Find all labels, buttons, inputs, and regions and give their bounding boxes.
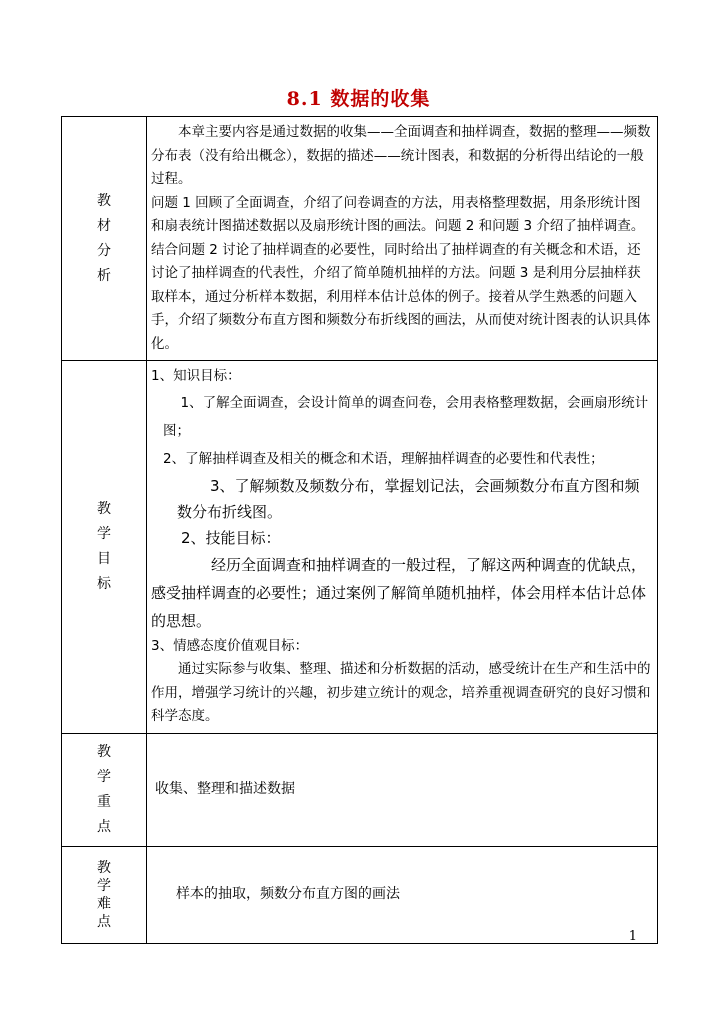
content-objectives <box>147 361 658 734</box>
label-analysis <box>62 117 147 361</box>
skill-heading: 2、技能目标： <box>181 528 281 547</box>
label-key-points <box>62 733 147 846</box>
knowledge-heading: 1、知识目标： <box>151 368 241 384</box>
page-number: 1 <box>628 929 637 944</box>
difficulties-text: 样本的抽取，频数分布直方图的画法 <box>176 885 400 902</box>
knowledge-item-2: 2、了解抽样调查及相关的概念和术语，理解抽样调查的必要性和代表性； <box>163 450 604 467</box>
knowledge-item-1: 1、了解全面调查，会设计简单的调查问卷，会用表格整理数据，会画扇形统计图； <box>163 394 649 439</box>
label-difficulties-text: 教学难点 <box>97 859 111 930</box>
label-objectives-text: 教学目标 <box>97 500 111 592</box>
table-row-analysis <box>62 117 658 361</box>
emotion-heading: 3、情感态度价值观目标： <box>151 637 309 654</box>
skill-text: 经历全面调查和抽样调查的一般过程，了解这两种调查的优缺点，感受抽样调查的必要性；通过案例了解简单随机抽样，体会用样本估计总体的思想。 <box>151 555 647 630</box>
content-difficulties <box>147 846 658 943</box>
table-row-objectives <box>62 361 658 734</box>
label-key-points-text: 教学重点 <box>97 743 111 835</box>
key-points-text: 收集、整理和描述数据 <box>155 780 295 797</box>
lesson-plan-table <box>61 116 658 944</box>
table-row-difficulties <box>62 846 658 943</box>
label-objectives <box>62 361 147 734</box>
content-key-points <box>147 733 658 846</box>
analysis-paragraph-2: 问题 1 回顾了全面调查，介绍了问卷调查的方法，用表格整理数据，用条形统计图和扇表统计图描述数据以及扇形统计图的画法。问题 2 和问题 3 介绍了抽样调查。结合问题 2 讨论了抽样调查的必要性，同时给出了抽样调查的有关概念和术语，还讨论了抽样调查的代表性，介绍了简单随机抽样的方法。问题 3 是利用分层抽样获取样本，通过分析样本数据，利用样本估计总体的例子。接着从学生熟悉的问题入手，介绍了频数分布直方图和频数分布折线图的画法，从而使对统计图表的认识具体化。 <box>151 194 651 352</box>
emotion-text: 通过实际参与收集、整理、描述和分析数据的活动，感受统计在生产和生活中的作用，增强学习统计的兴趣，初步建立统计的观念，培养重视调查研究的良好习惯和科学态度。 <box>151 661 651 724</box>
analysis-paragraph-1: 本章主要内容是通过数据的收集——全面调查和抽样调查，数据的整理——频数分布表（没有给出概念），数据的描述——统计图表，和数据的分析得出结论的一般过程。 <box>151 124 651 187</box>
label-difficulties <box>62 846 147 943</box>
label-analysis-text: 教材分析 <box>97 192 111 284</box>
table-row-key-points <box>62 733 658 846</box>
knowledge-item-3: 3、了解频数及频数分布，掌握划记法，会画频数分布直方图和频数分布折线图。 <box>177 476 640 521</box>
page-title: 8.1 数据的收集 <box>286 88 431 110</box>
content-analysis <box>147 117 658 361</box>
